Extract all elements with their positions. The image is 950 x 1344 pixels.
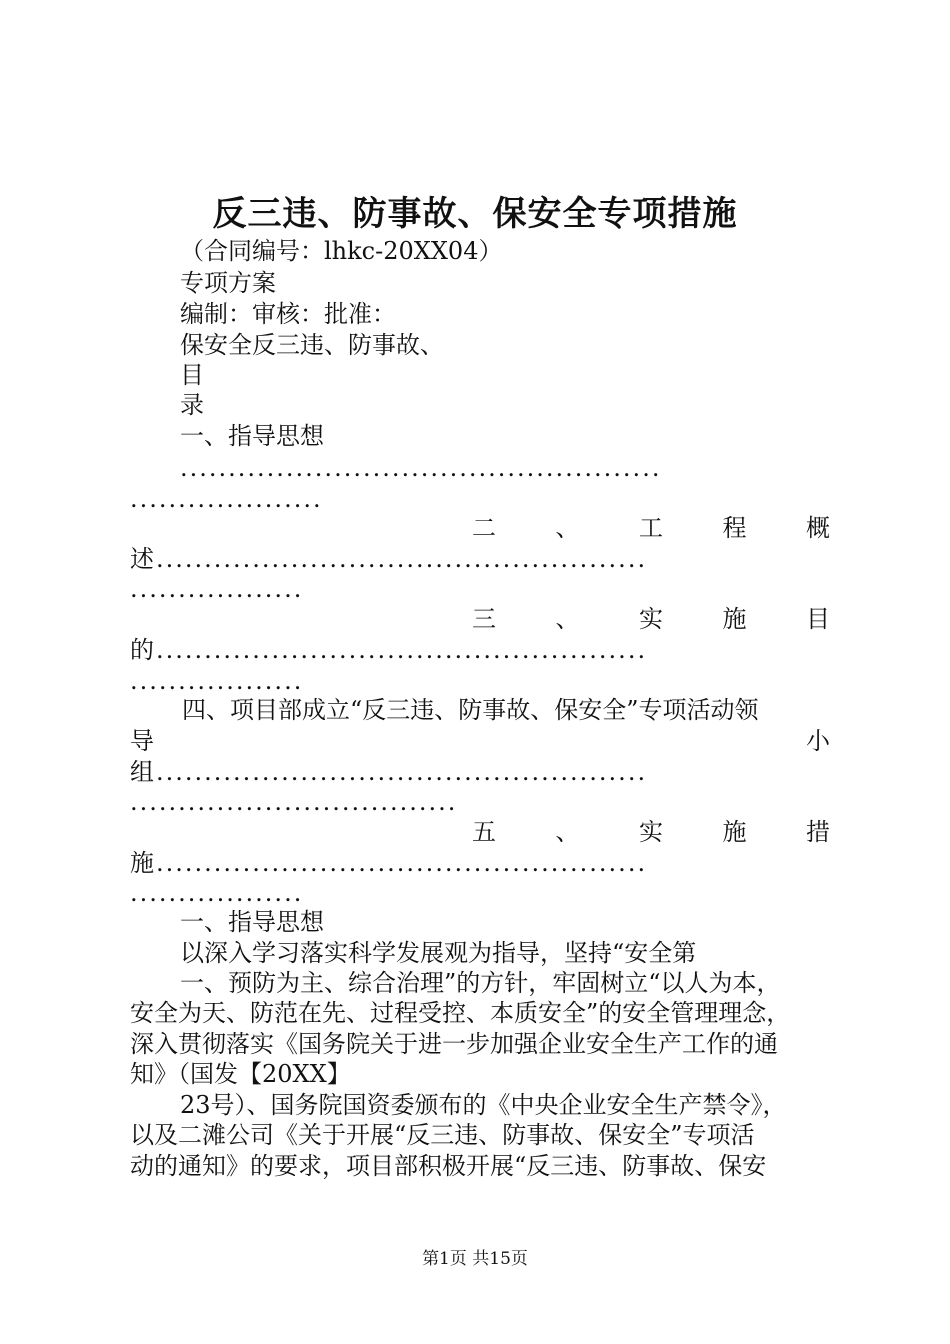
subtitle-line: 保安全反三违、防事故、 [180, 331, 444, 359]
toc-item-4-cont [130, 726, 830, 756]
body-paragraph-line: 动的通知》的要求，项目部积极开展“反三违、防事故、保安 [130, 1152, 767, 1180]
toc-item-2-char: 、 [555, 514, 580, 542]
sign-line: 编制：审核：批准： [180, 300, 396, 328]
toc-item-5-char: 实 [639, 818, 663, 846]
document-title: 反三违、防事故、保安全专项措施 [212, 194, 738, 234]
toc-item-3-char: 施 [722, 605, 747, 633]
page-number-footer: 第1页 共15页 [422, 1249, 528, 1269]
toc-item-5-char: 五 [472, 818, 496, 846]
toc-item-1-dots: .................................................. [180, 454, 662, 482]
toc-item-3-char: 、 [555, 605, 580, 633]
toc-item-5-char: 、 [555, 818, 580, 846]
toc-item-5-char: 措 [806, 818, 830, 846]
toc-item-4-dots-cont: .................................. [130, 788, 458, 816]
body-paragraph-line: 深入贯彻落实《国务院关于进一步加强企业安全生产工作的通 [130, 1030, 778, 1058]
toc-item-5-char: 施 [722, 818, 747, 846]
toc-item-2-char: 二 [472, 514, 496, 542]
toc-item-2-char: 工 [639, 514, 663, 542]
plan-label: 专项方案 [180, 269, 276, 297]
toc-item-3-dots-cont: .................. [130, 667, 304, 695]
body-paragraph-line: 23号）、国务院国资委颁布的《中央企业安全生产禁令》， [180, 1091, 787, 1119]
toc-item-2-dots-cont: .................. [130, 575, 304, 603]
toc-item-5-dots-cont: .................. [130, 879, 304, 907]
toc-item-3-char: 三 [472, 605, 496, 633]
toc-item-1-dots-cont: .................... [130, 485, 323, 513]
toc-heading-lu: 录 [180, 391, 204, 419]
body-paragraph-line: 一、预防为主、综合治理”的方针，牢固树立“以人为本， [180, 969, 781, 997]
toc-item-4-tail: 组................................................... [130, 758, 648, 786]
toc-heading-mu: 目 [180, 361, 204, 389]
toc-item-2-char: 程 [722, 514, 747, 542]
toc-item-3-tail: 的................................................... [130, 636, 648, 664]
contract-number: （合同编号：lhkc-20XX04） [180, 237, 503, 265]
toc-item-2-tail: 述................................................... [130, 545, 648, 573]
body-paragraph-line: 安全为天、防范在先、过程受控、本质安全”的安全管理理念， [130, 999, 791, 1027]
toc-item-5-tail: 施................................................... [130, 849, 648, 877]
toc-item-3-char: 目 [806, 605, 830, 633]
toc-item-3 [472, 604, 830, 634]
toc-item-4-right: 小 [806, 727, 830, 755]
toc-item-5 [472, 817, 830, 847]
section-heading: 一、指导思想 [180, 908, 324, 936]
body-paragraph-line: 以深入学习落实科学发展观为指导，坚持“安全第 [180, 939, 697, 967]
toc-item-2-char: 概 [806, 514, 830, 542]
toc-item-2 [472, 513, 830, 543]
body-paragraph-line: 知》（国发【20XX】 [130, 1060, 351, 1088]
toc-item-3-char: 实 [639, 605, 663, 633]
body-paragraph-line: 以及二滩公司《关于开展“反三违、防事故、保安全”专项活 [130, 1121, 755, 1149]
toc-item-1: 一、指导思想 [180, 422, 324, 450]
toc-item-4: 四、项目部成立“反三违、防事故、保安全”专项活动领 [182, 696, 759, 724]
toc-item-4-left: 导 [130, 727, 154, 755]
